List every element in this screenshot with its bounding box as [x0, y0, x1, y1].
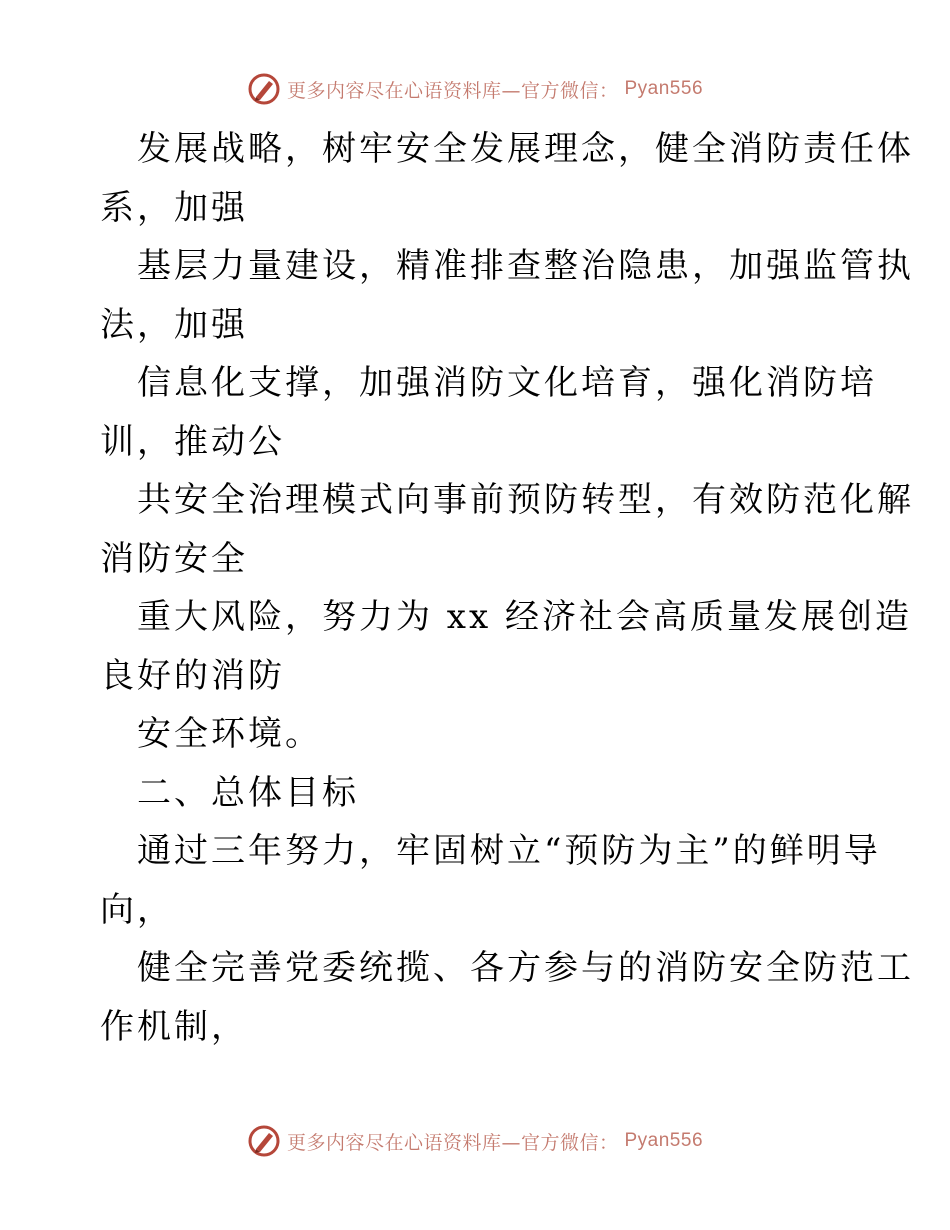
text-line: 共安全治理模式向事前预防转型，有效防范化解	[137, 480, 914, 520]
text-line: 基层力量建设，精准排查整治隐患，加强监管执	[137, 246, 914, 286]
text-line: 通过三年努力，牢固树立“预防为主”的鲜明导	[137, 831, 881, 871]
watermark-text: 更多内容尽在心语资料库—官方微信：	[286, 1131, 619, 1154]
pen-circle-logo-icon	[247, 72, 281, 106]
text-line: 向，	[100, 889, 174, 930]
text-line: 法，加强	[100, 304, 248, 345]
footer-watermark	[0, 1124, 950, 1158]
section-heading: 二、总体目标	[137, 772, 359, 813]
pen-circle-logo-icon	[247, 1124, 281, 1158]
text-line: 良好的消防	[100, 655, 285, 696]
body-text	[100, 120, 914, 1056]
text-line: 训，推动公	[100, 421, 285, 462]
header-watermark	[0, 72, 950, 106]
text-line: 系，加强	[100, 187, 248, 228]
text-line: 安全环境。	[137, 714, 322, 754]
text-line: 发展战略，树牢安全发展理念，健全消防责任体	[137, 129, 914, 169]
watermark-wechat-id: Pyan556	[624, 78, 704, 99]
watermark-text: 更多内容尽在心语资料库—官方微信：	[286, 79, 619, 102]
text-line: 信息化支撑，加强消防文化培育，强化消防培	[137, 363, 877, 403]
text-line: 消防安全	[100, 538, 248, 579]
text-line: 重大风险，努力为 xx 经济社会高质量发展创造	[137, 597, 912, 637]
text-line: 作机制，	[100, 1006, 248, 1047]
watermark-wechat-id: Pyan556	[624, 1130, 704, 1151]
text-line: 健全完善党委统揽、各方参与的消防安全防范工	[137, 948, 914, 988]
